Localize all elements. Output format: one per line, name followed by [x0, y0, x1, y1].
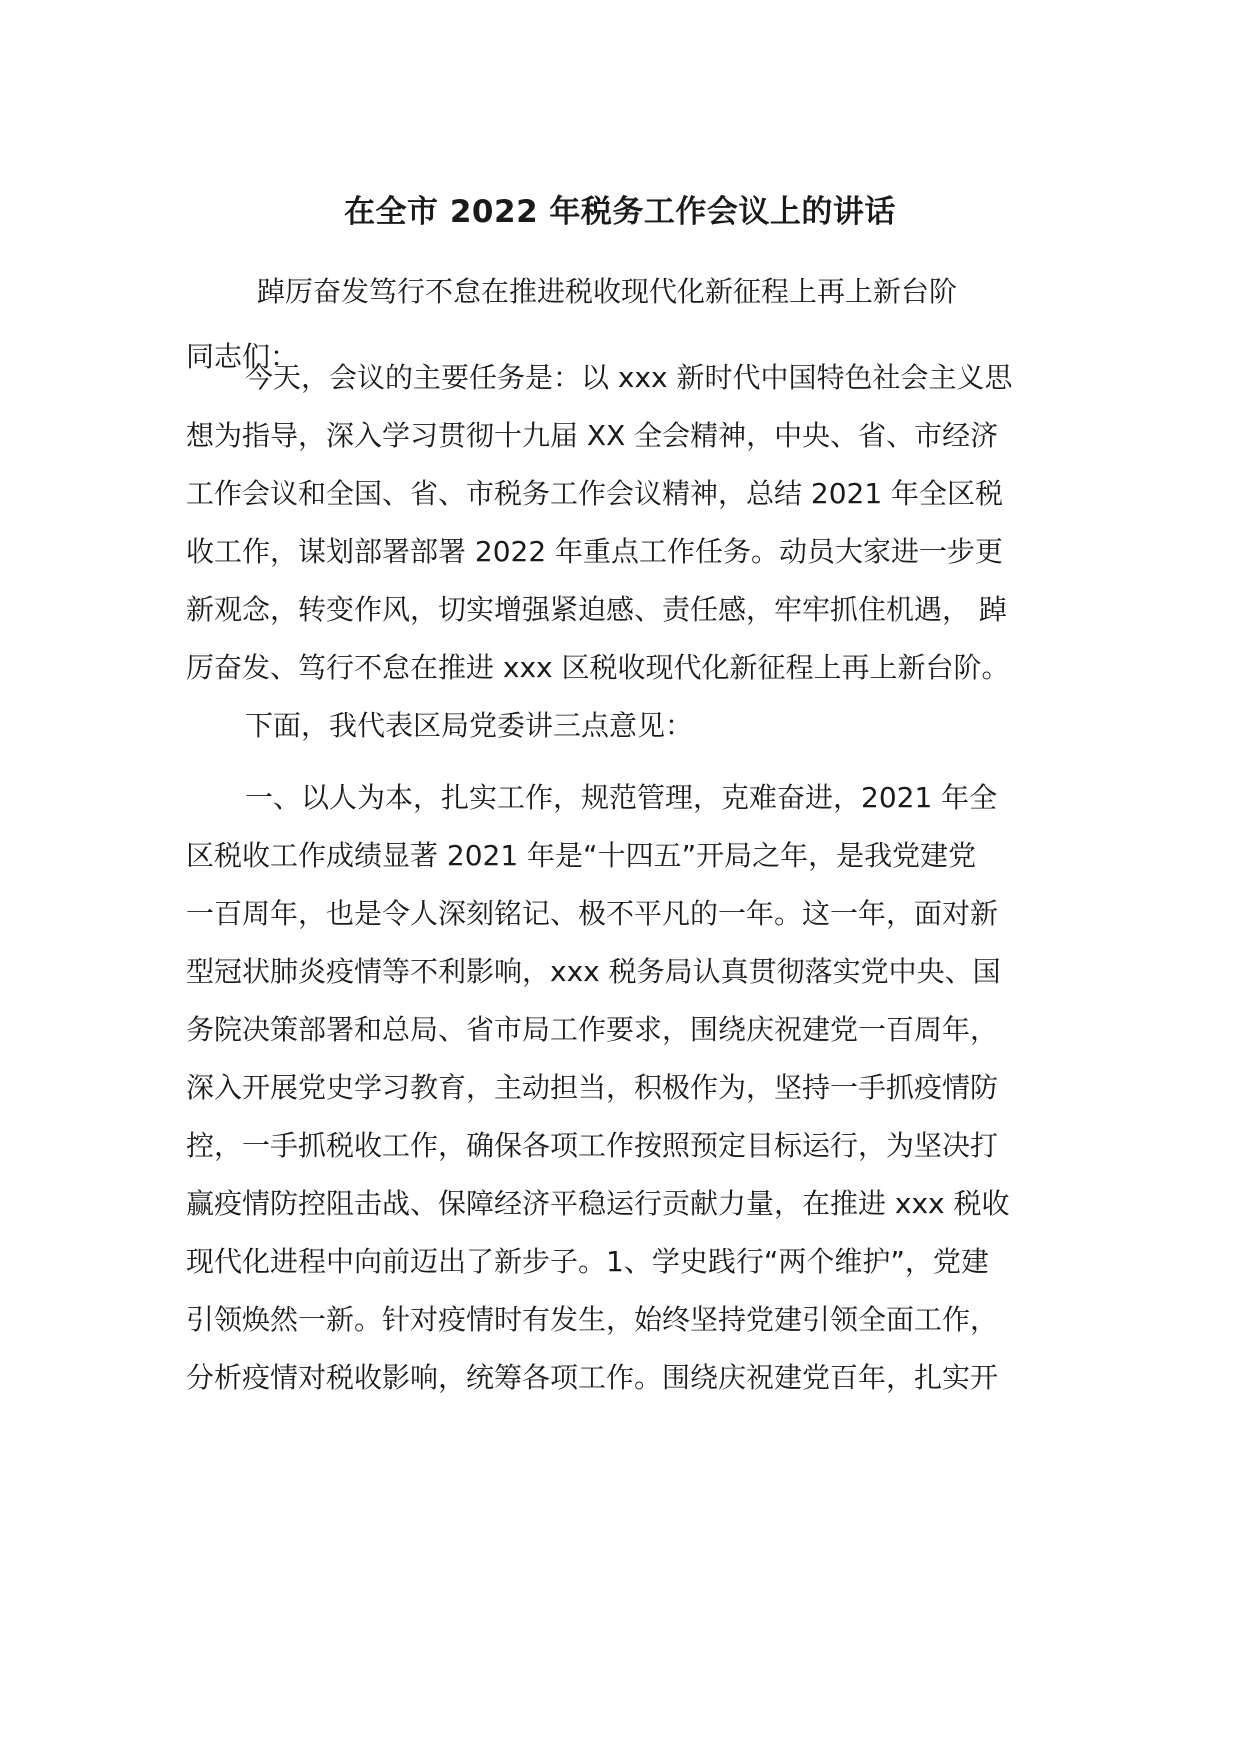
body-line: 工作会议和全国、省、市税务工作会议精神，总结 2021 年全区税 — [186, 477, 1004, 510]
body-line: 下面，我代表区局党委讲三点意见： — [245, 709, 694, 742]
body-line: 型冠状肺炎疫情等不利影响，xxx 税务局认真贯彻落实党中央、国 — [186, 955, 1001, 988]
body-line: 务院决策部署和总局、省市局工作要求，围绕庆祝建党一百周年， — [186, 1013, 999, 1046]
body-line: 深入开展党史学习教育，主动担当，积极作为，坚持一手抓疫情防 — [186, 1071, 999, 1104]
body-line: 现代化进程中向前迈出了新步子。1、学史践行“两个维护”，党建 — [186, 1245, 989, 1278]
body-line: 一、以人为本，扎实工作，规范管理，克难奋进，2021 年全 — [245, 781, 998, 814]
body-line: 想为指导，深入学习贯彻十九届 XX 全会精神，中央、省、市经济 — [186, 419, 999, 452]
body-line: 区税收工作成绩显著 2021 年是“十四五”开局之年，是我党建党 — [186, 839, 977, 872]
body-line: 厉奋发、笃行不怠在推进 xxx 区税收现代化新征程上再上新台阶。 — [186, 651, 1010, 684]
body-line: 控，一手抓税收工作，确保各项工作按照预定目标运行，为坚决打 — [186, 1129, 999, 1162]
body-line: 收工作，谋划部署部署 2022 年重点工作任务。动员大家进一步更 — [186, 535, 1004, 568]
salutation: 同志们： — [186, 340, 299, 373]
document-subtitle: 踔厉奋发笃行不怠在推进税收现代化新征程上再上新台阶 — [257, 275, 958, 308]
body-line: 分析疫情对税收影响，统筹各项工作。围绕庆祝建党百年，扎实开 — [186, 1361, 999, 1394]
document-title: 在全市 2022 年税务工作会议上的讲话 — [344, 194, 896, 230]
body-line: 引领焕然一新。针对疫情时有发生，始终坚持党建引领全面工作， — [186, 1303, 999, 1336]
body-line: 一百周年，也是令人深刻铭记、极不平凡的一年。这一年，面对新 — [186, 897, 999, 930]
body-line: 今天，会议的主要任务是：以 xxx 新时代中国特色社会主义思 — [245, 361, 1013, 394]
body-line: 新观念，转变作风，切实增强紧迫感、责任感，牢牢抓住机遇， 踔 — [186, 593, 1007, 626]
body-line: 赢疫情防控阻击战、保障经济平稳运行贡献力量，在推进 xxx 税收 — [186, 1187, 1010, 1220]
